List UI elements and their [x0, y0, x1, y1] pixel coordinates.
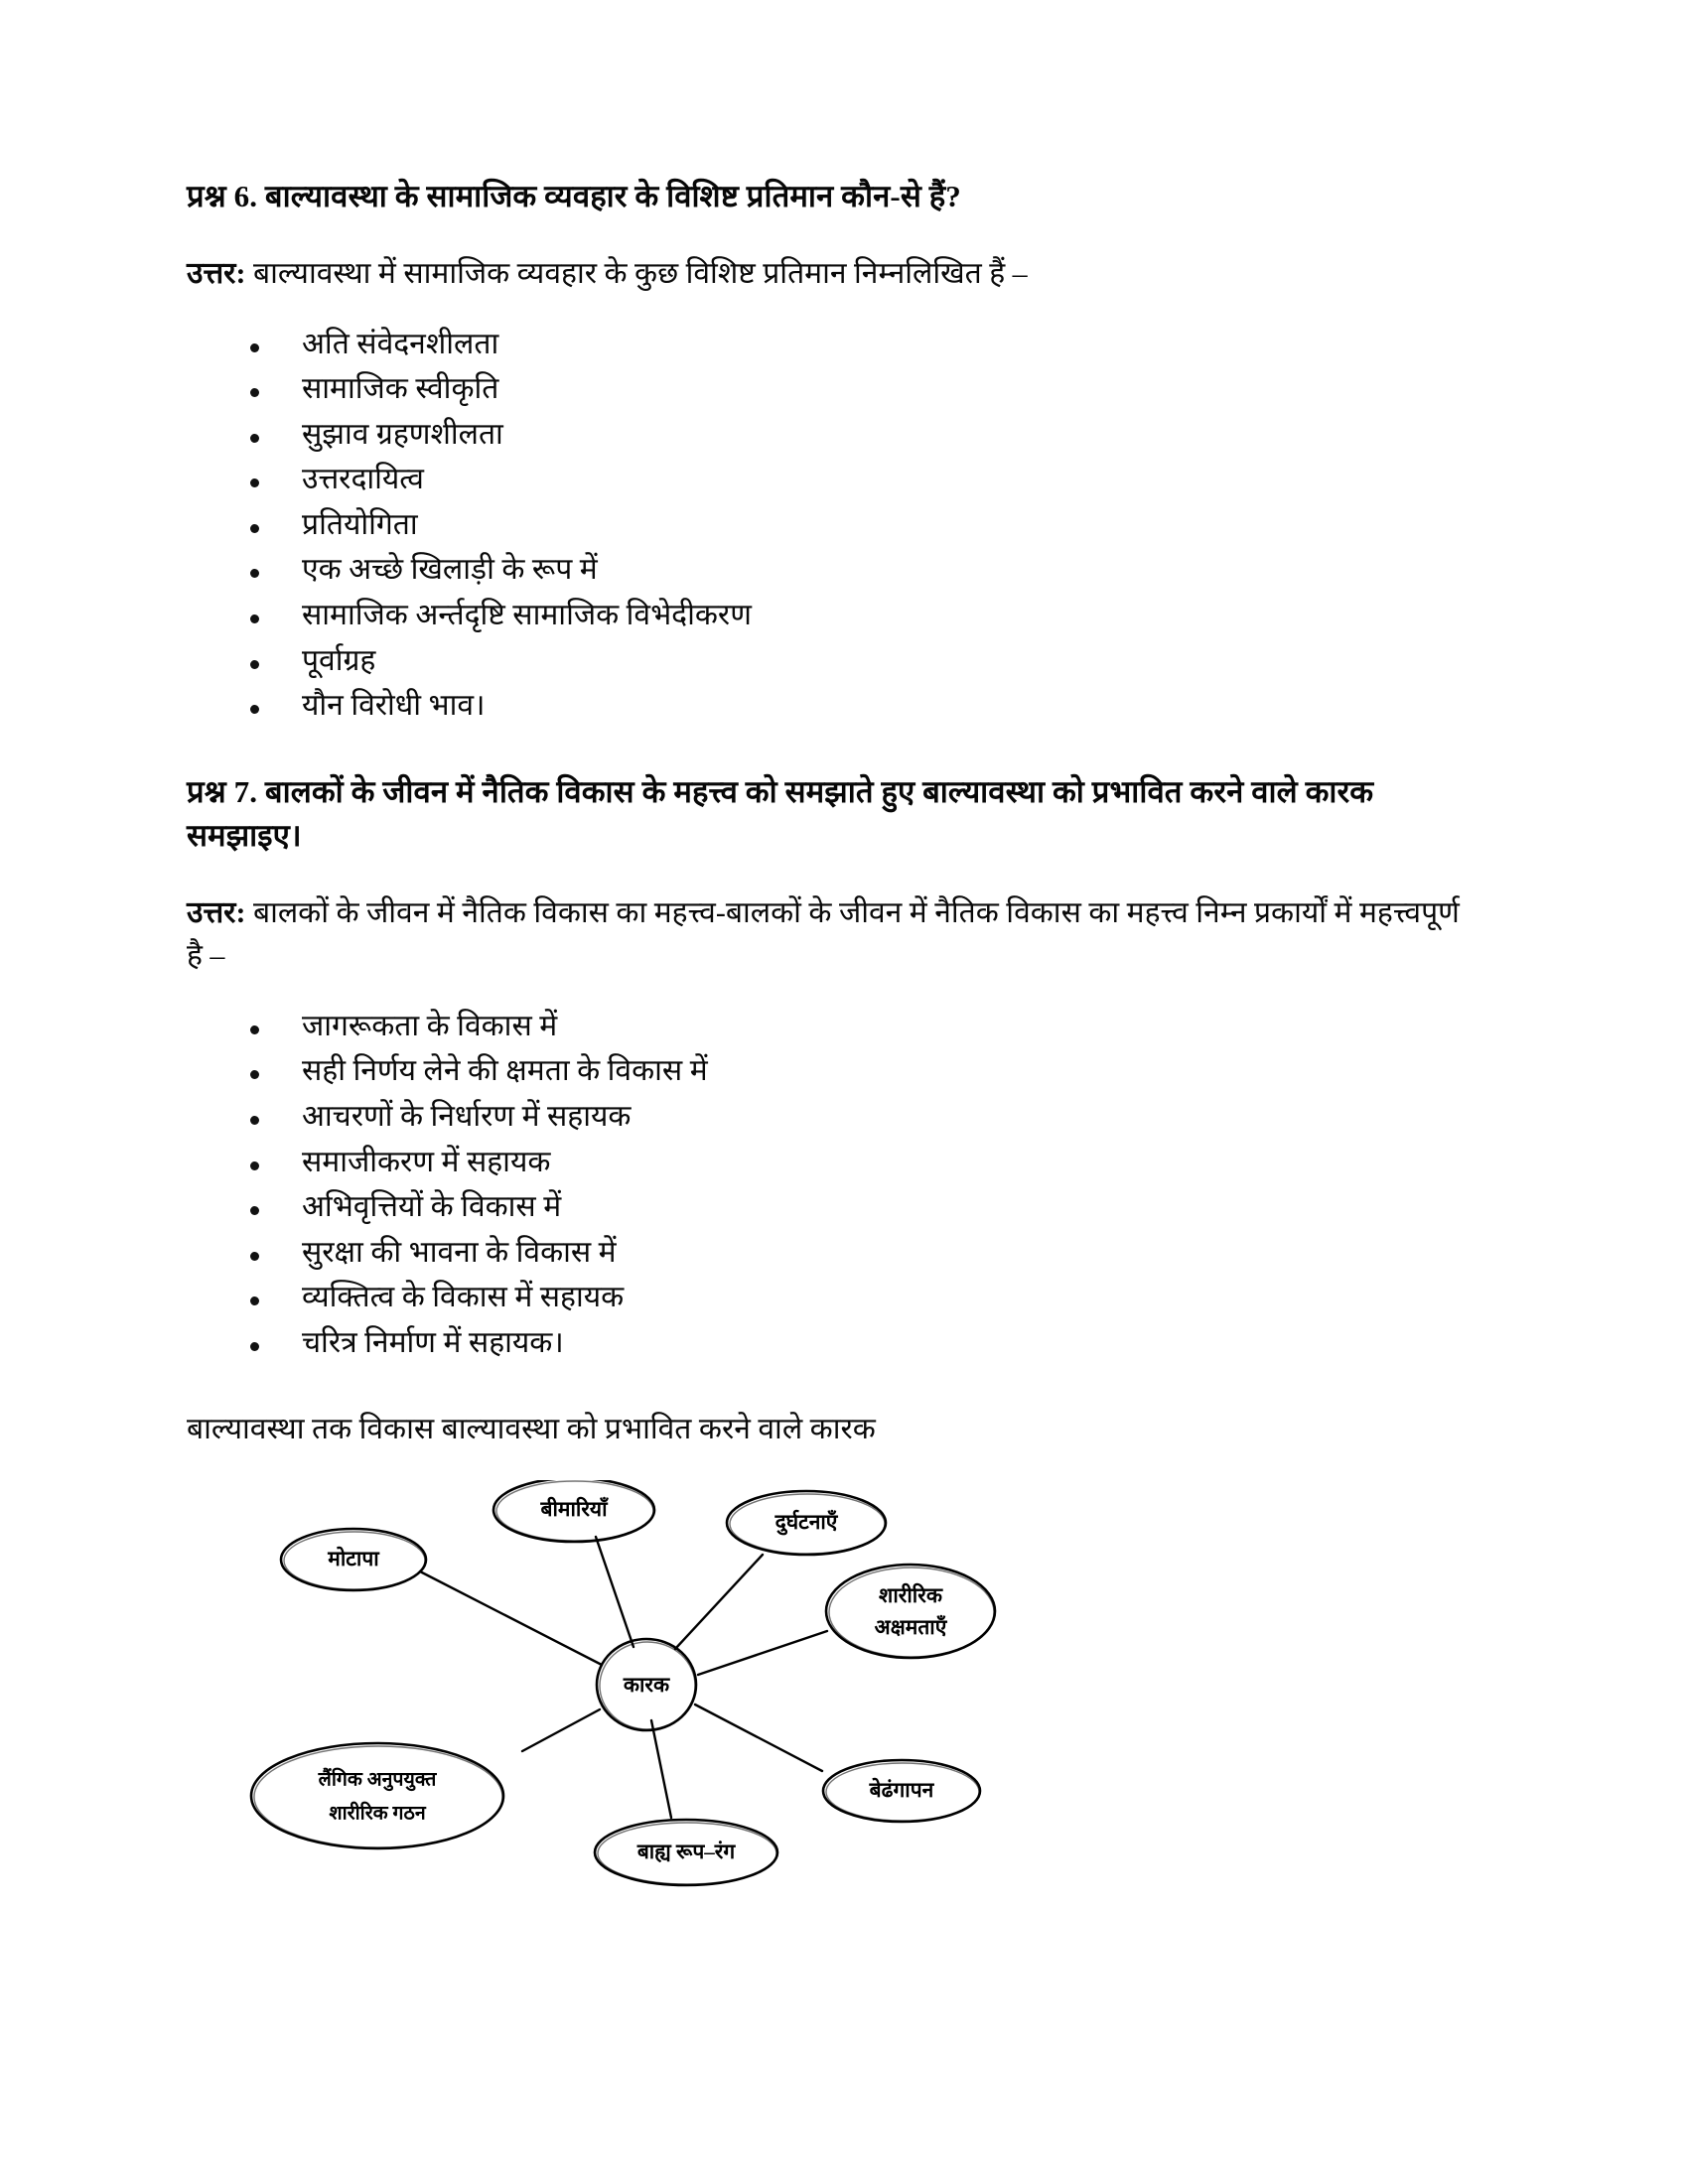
list-item: जागरूकता के विकास में [244, 1006, 1477, 1051]
mind-map-node-durghatnayen [727, 1491, 886, 1555]
connector-center-to-sharirik [698, 1631, 827, 1675]
question-6-bullet-list [187, 324, 1477, 731]
connector-center-to-bahya [651, 1720, 671, 1818]
node-bahya-label: बाह्य रूप–रंग [636, 1839, 736, 1863]
question-7-heading [187, 770, 1477, 858]
list-item: पूर्वाग्रह [244, 640, 1477, 686]
mind-map-node-bedhangapan [823, 1760, 980, 1822]
mind-map-svg [207, 1480, 1299, 1947]
node-sharirik-label-line-1: शारीरिक [879, 1582, 942, 1607]
document-content [187, 175, 1477, 1947]
list-item: समाजीकरण में सहायक [244, 1142, 1477, 1187]
node-durghatnayen-label: दुर्घटनाएँ [774, 1509, 838, 1534]
list-item: सही निर्णय लेने की क्षमता के विकास में [244, 1050, 1477, 1096]
node-bedhangapan-label: बेढंगापन [869, 1777, 934, 1802]
node-motapa-label: मोटापा [328, 1546, 379, 1570]
answer-text-7: बालकों के जीवन में नैतिक विकास का महत्त्व-बालकों के जीवन में नैतिक विकास का महत्त्व निम्न प्रकार्यों में महत्त्वपूर्ण है – [187, 895, 1460, 973]
list-item: सामाजिक स्वीकृति [244, 368, 1477, 414]
mind-map-node-motapa [281, 1529, 426, 1590]
list-item: आचरणों के निर्धारण में सहायक [244, 1096, 1477, 1142]
answer-label-7: उत्तर: [187, 895, 246, 929]
node-laingik-label-line-1: लैंगिक अनुपयुक्त [318, 1769, 437, 1791]
mind-map-node-laingik-gathan [251, 1743, 503, 1848]
connector-center-to-bimariyan [596, 1537, 633, 1647]
diagram-caption: बाल्यावस्था तक विकास बाल्यावस्था को प्रभावित करने वाले कारक [187, 1412, 876, 1445]
mind-map-node-sharirik-akshamtayen [826, 1565, 995, 1658]
list-item: यौन विरोधी भाव। [244, 685, 1477, 731]
mind-map-center-node [597, 1639, 696, 1730]
question-7-heading-line-1: प्रश्न 7. बालकों के जीवन में नैतिक विकास के महत्त्व को समझाते हुए बाल्यावस्था को प्रभावित [187, 773, 1183, 809]
node-sharirik-label-line-2: अक्षमताएँ [874, 1614, 947, 1639]
answer-label-6: उत्तर: [187, 257, 246, 291]
list-item: सामाजिक अर्न्तदृष्टि सामाजिक विभेदीकरण [244, 595, 1477, 640]
question-7-answer-paragraph [187, 891, 1477, 978]
node-laingik-ellipse-sketch [254, 1746, 502, 1847]
answer-text-6: बाल्यावस्था में सामाजिक व्यवहार के कुछ विशिष्ट प्रतिमान निम्नलिखित हैं – [245, 257, 1028, 291]
center-node-label: कारक [623, 1672, 670, 1697]
connector-center-to-laingik [522, 1709, 600, 1751]
list-item: अति संवेदनशीलता [244, 324, 1477, 369]
list-item: चरित्र निर्माण में सहायक। [244, 1322, 1477, 1368]
node-laingik-label-line-2: शारीरिक गठन [329, 1803, 426, 1825]
connector-center-to-durghatnayen [675, 1555, 763, 1649]
factors-mind-map-diagram [207, 1480, 1299, 1947]
list-item: एक अच्छे खिलाड़ी के रूप में [244, 549, 1477, 595]
node-bimariyan-label: बीमारियाँ [540, 1496, 608, 1521]
question-6-heading: प्रश्न 6. बाल्यावस्था के सामाजिक व्यवहार के विशिष्ट प्रतिमान कौन-से हैं? [187, 179, 961, 213]
list-item: प्रतियोगिता [244, 504, 1477, 550]
list-item: सुरक्षा की भावना के विकास में [244, 1232, 1477, 1278]
list-item: उत्तरदायित्व [244, 459, 1477, 504]
question-6-answer-paragraph [187, 252, 1477, 296]
connector-center-to-bedhangapan [695, 1705, 822, 1771]
list-item: सुझाव ग्रहणशीलता [244, 414, 1477, 460]
list-item: व्यक्तित्व के विकास में सहायक [244, 1277, 1477, 1322]
mind-map-node-bahya-roop-rang [595, 1820, 777, 1885]
question-7-bullet-list [187, 1006, 1477, 1368]
node-sharirik-ellipse-sketch [829, 1568, 994, 1657]
mind-map-node-bimariyan [493, 1480, 654, 1542]
question-7-heading-line-2: करने वाले कारक समझाइए। [187, 773, 1374, 853]
connector-center-to-motapa [420, 1571, 602, 1665]
list-item: अभिवृत्तियों के विकास में [244, 1186, 1477, 1232]
